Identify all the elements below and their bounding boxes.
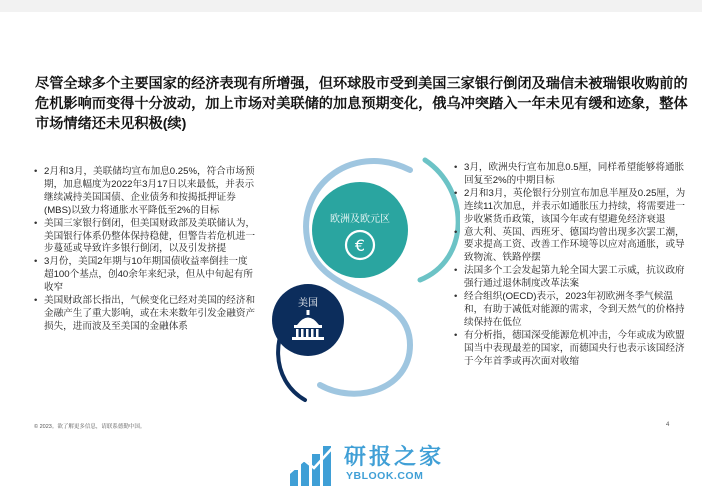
svg-text:€: € [354,236,366,255]
europe-bullet: • 意大利、英国、西班牙、德国均曾出现多次罢工潮，要求提高工资、改善工作环境等以应对高通胀，或导致物流、铁路停摆 [454,227,686,266]
us-label: 美国 [298,298,318,309]
europe-bullet: • 法国多个工会发起第九轮全国大罢工示威，抗议政府强行通过退休制度改革法案 [454,265,686,291]
top-band [0,0,702,12]
europe-bullet: • 经合组织(OECD)表示，2023年初欧洲冬季气候温和，有助于减低对能源的需求，令到天然气的价格持续保持在低位 [454,291,686,330]
europe-label: 欧洲及欧元区 [330,214,390,225]
watermark-en: YBLOOK.COM [346,470,424,482]
us-bullet: • 2月和3月，美联储均宣布加息0.25%，符合市场预期，加息幅度为2022年3月17日以来最低，并表示继续减持美国国债、企业债务和按揭抵押证券(MBS)以致力将通胀水平降低至2%的目标 [34,166,256,218]
s-curve-teal [420,160,458,280]
watermark-cn: 研报之家 [344,444,445,469]
europe-bullet: • 有分析指，德国深受能源危机冲击，今年或成为欧盟国当中表现最差的国家，而德国央行也表示该国经济于今年首季或再次面对收缩 [454,330,686,369]
bar-chart-logo-icon [286,440,342,490]
page-headline: 尽管全球多个主要国家的经济表现有所增强，但环球股市受到美国三家银行倒闭及瑞信未被瑞银收购前的危机影响而变得十分波动，加上市场对美联储的加息预期变化，俄乌冲突踏入一年未见有缓和迹象，整体市场情绪还未见积极(续) [35,76,688,132]
s-curve-diagram [260,130,460,410]
footer-copyright: © 2023。欲了解更多信息，请联系德勤中国。 [34,424,146,430]
europe-bullet: • 3月，欧洲央行宣布加息0.5厘，同样希望能够将通胀回复至2%的中期目标 [454,162,686,188]
europe-bullet: • 2月和3月，英伦银行分别宣布加息半厘及0.25厘，为连续11次加息，并表示如通胀压力持续，将需要进一步收紧货币政策，该国今年或有望避免经济衰退 [454,188,686,227]
us-bullet-list [34,166,256,334]
page-number: 4 [666,422,670,428]
us-bullet: • 美国财政部长指出，气候变化已经对美国的经济和金融产生了重大影响，或在未来数年引发金融资产损失，进而波及至美国的金融体系 [34,295,256,334]
us-bullet: • 美国三家银行倒闭，但美国财政部及美联储认为，美国银行体系仍整体保持稳健，但警告若危机进一步蔓延或导致许多银行倒闭，以及引发挤提 [34,218,256,257]
europe-bullet-list [454,162,686,369]
us-bullet: • 3月份，美国2年期与10年期国债收益率倒挂一度超100个基点，创40余年来纪录，但从中旬起有所收窄 [34,256,256,295]
watermark-logo [286,440,466,492]
